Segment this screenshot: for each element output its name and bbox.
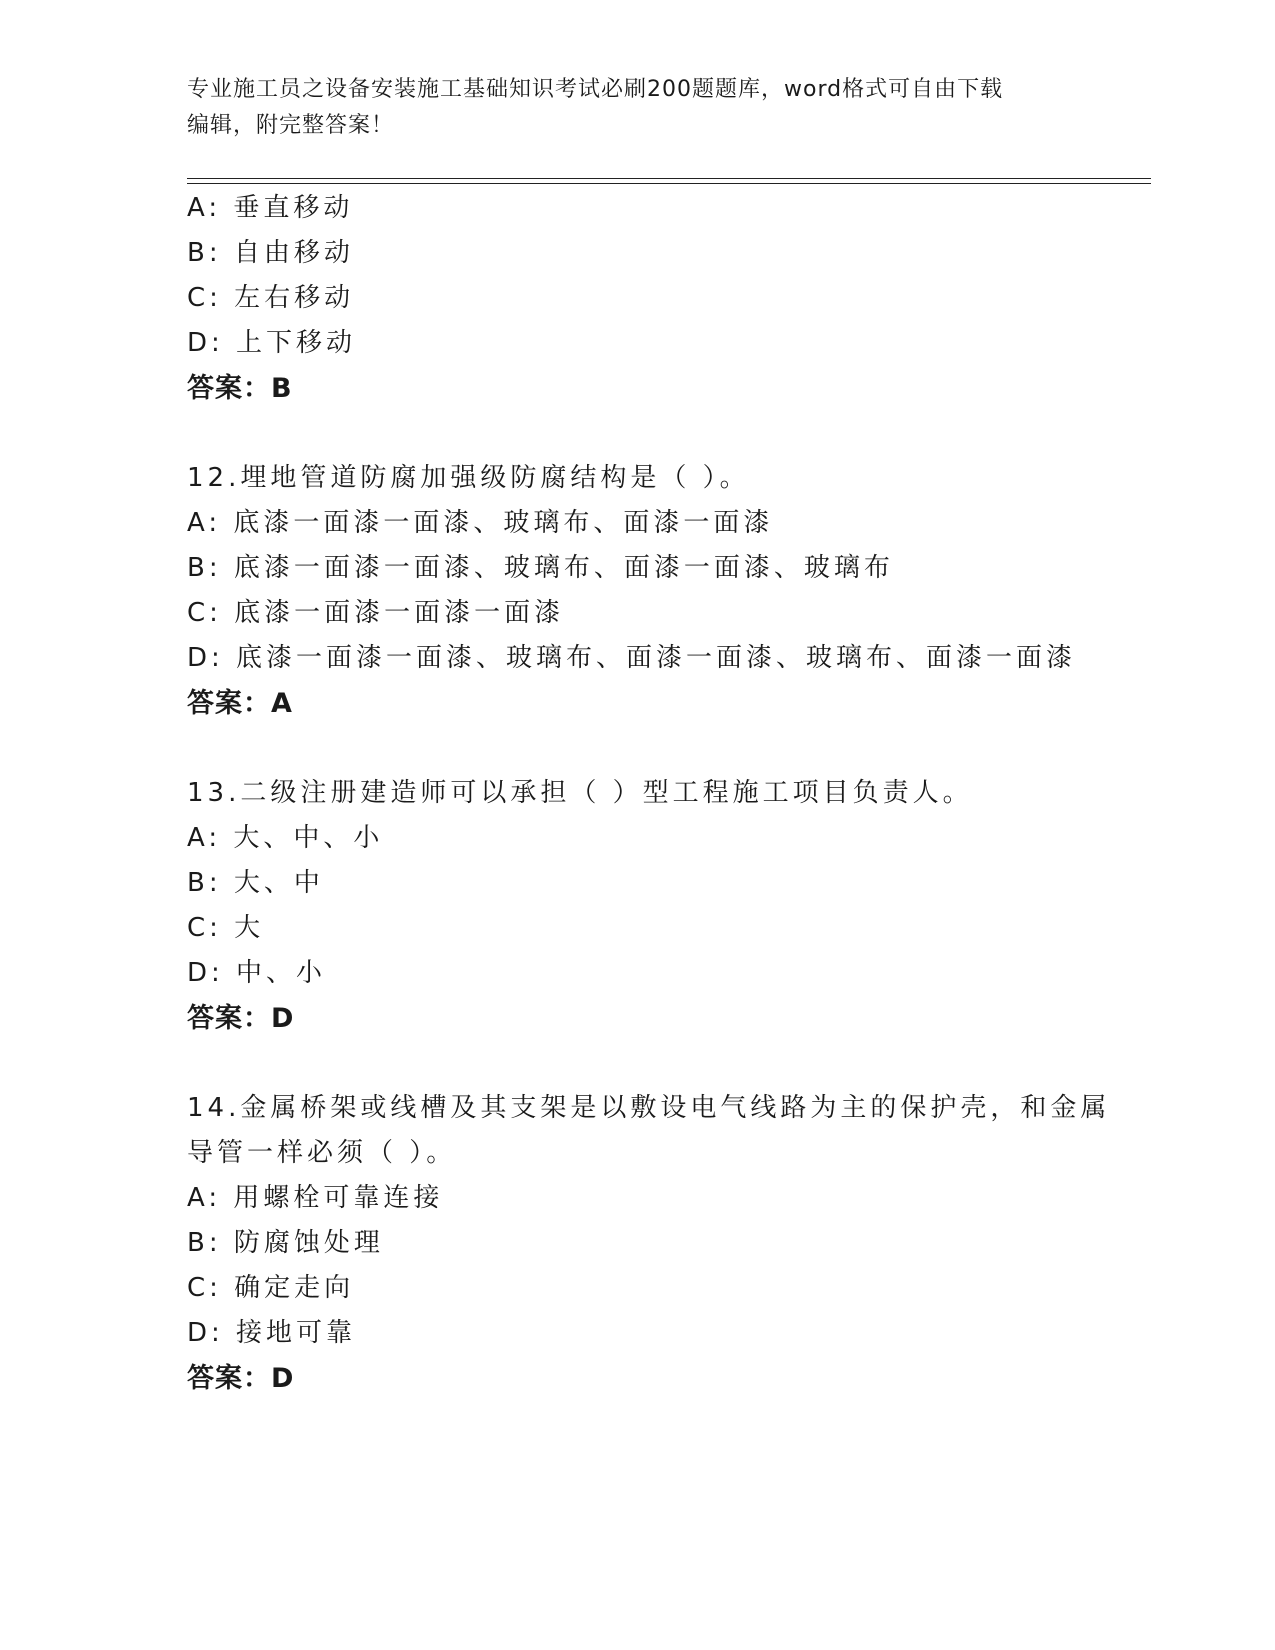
q12-stem: 12.埋地管道防腐加强级防腐结构是（ ）。 — [187, 463, 750, 493]
header-title-line-2: 编辑，附完整答案！ — [187, 113, 395, 138]
q11-option-d: D: 上下移动 — [187, 328, 357, 358]
header-title-line-1: 专业施工员之设备安装施工基础知识考试必刷200题题库，word格式可自由下载 — [187, 77, 1004, 102]
q12-option-b: B: 底漆一面漆一面漆、玻璃布、面漆一面漆、玻璃布 — [187, 553, 894, 583]
q11-answer: 答案：B — [187, 373, 293, 404]
q13-stem: 13.二级注册建造师可以承担（ ）型工程施工项目负责人。 — [187, 778, 973, 808]
q11-option-a: A: 垂直移动 — [187, 193, 354, 223]
q11-option-b: B: 自由移动 — [187, 238, 354, 268]
q12-answer: 答案：A — [187, 688, 293, 719]
q11-option-c: C: 左右移动 — [187, 283, 355, 313]
q13-option-b: B: 大、中 — [187, 868, 324, 898]
document-header — [187, 72, 1087, 144]
q14-answer: 答案：D — [187, 1363, 295, 1394]
q12-option-a: A: 底漆一面漆一面漆、玻璃布、面漆一面漆 — [187, 508, 774, 538]
q14-option-a: A: 用螺栓可靠连接 — [187, 1183, 444, 1213]
q13-option-d: D: 中、小 — [187, 958, 327, 988]
q13-answer: 答案：D — [187, 1003, 295, 1034]
q13-option-a: A: 大、中、小 — [187, 823, 384, 853]
q14-option-c: C: 确定走向 — [187, 1273, 355, 1303]
q14-option-d: D: 接地可靠 — [187, 1318, 357, 1348]
q12-option-d: D: 底漆一面漆一面漆、玻璃布、面漆一面漆、玻璃布、面漆一面漆 — [187, 643, 1077, 673]
q14-stem-line-1: 14.金属桥架或线槽及其支架是以敷设电气线路为主的保护壳，和金属 — [187, 1093, 1111, 1123]
q12-option-c: C: 底漆一面漆一面漆一面漆 — [187, 598, 565, 628]
header-divider-bottom — [187, 183, 1151, 184]
q14-option-b: B: 防腐蚀处理 — [187, 1228, 384, 1258]
header-divider-top — [187, 178, 1151, 179]
q14-stem-line-2: 导管一样必须（ ）。 — [187, 1138, 457, 1168]
q13-option-c: C: 大 — [187, 913, 265, 943]
